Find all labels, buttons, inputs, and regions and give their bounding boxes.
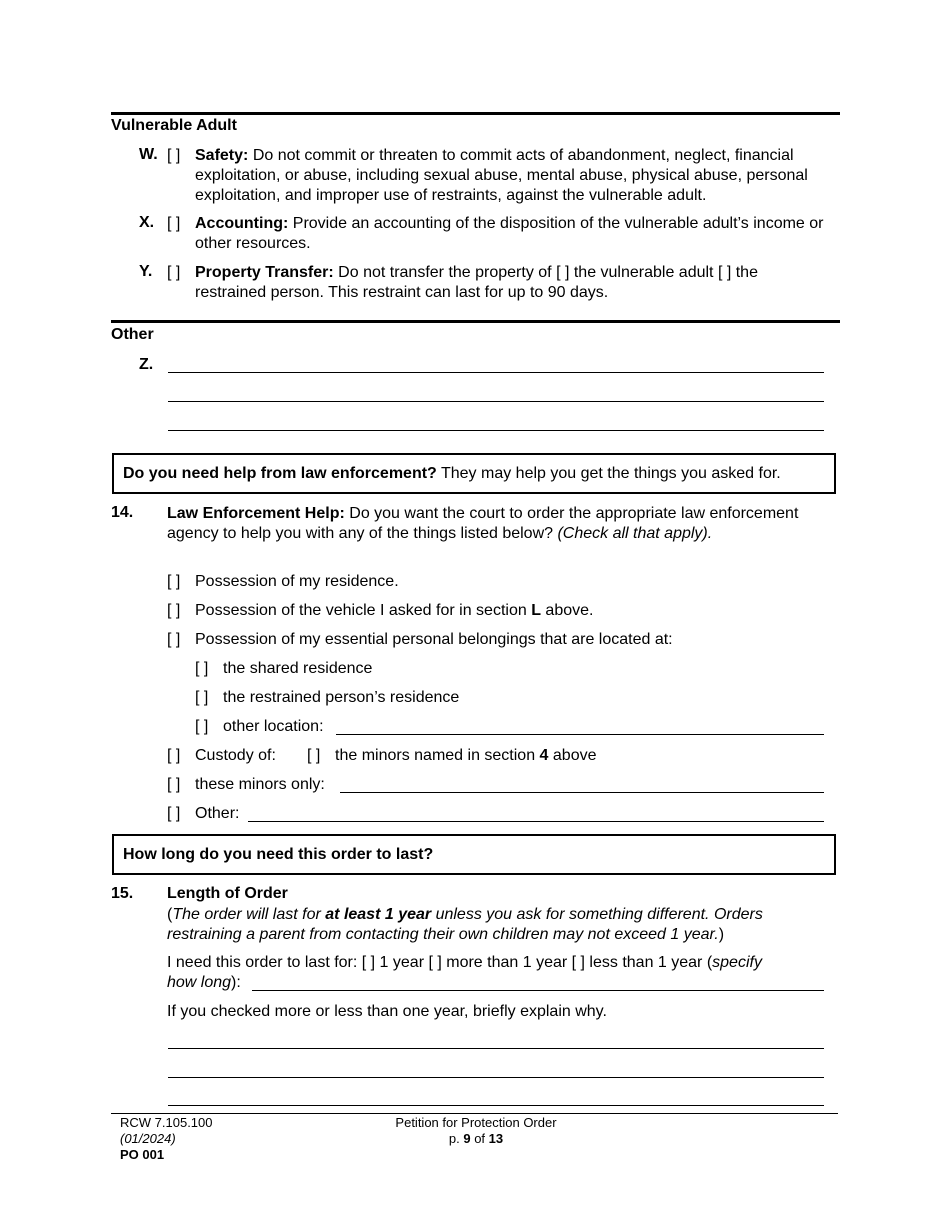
- note-italic: The order will last for: [172, 906, 326, 923]
- section-number: 15.: [111, 885, 134, 902]
- duration-how-long: how long: [167, 974, 232, 991]
- checkbox[interactable]: [ ]: [307, 747, 321, 764]
- item-title: Accounting:: [195, 215, 289, 232]
- item-letter: Z.: [139, 356, 154, 373]
- other-heading: Other: [111, 326, 154, 343]
- page-of: of: [470, 1131, 489, 1146]
- option-residence: [167, 572, 399, 592]
- item-letter: Y.: [139, 263, 153, 280]
- note-close: ): [718, 926, 725, 943]
- law-box-question: Do you need help from law enforcement?: [123, 465, 437, 482]
- other-line-3[interactable]: [168, 430, 824, 431]
- item-checkbox[interactable]: [ ]: [167, 264, 181, 281]
- note-italic: unless you ask for something different. Orders restraining a parent from contacting their own children may not exceed 1 year.: [167, 906, 763, 943]
- option-these-minors: [167, 775, 325, 795]
- footer-form: PO 001: [120, 1147, 165, 1162]
- page-number: 9: [463, 1131, 471, 1146]
- page-prefix: p.: [448, 1131, 464, 1146]
- option-label-end: above.: [540, 602, 594, 619]
- item-body: Provide an accounting of the disposition of the vulnerable adult’s income or other resources.: [195, 215, 824, 252]
- checkbox[interactable]: [ ]: [195, 718, 209, 735]
- checkbox[interactable]: [ ]: [167, 776, 181, 793]
- item-letter: W.: [139, 146, 158, 163]
- explain-line-2[interactable]: [168, 1077, 824, 1078]
- item-letter: X.: [139, 214, 155, 231]
- option-label: the restrained person’s residence: [223, 689, 460, 706]
- item-body: Do not transfer the property of [ ] the vulnerable adult [ ] the restrained person. This restraint can last for up to 90 days.: [195, 264, 758, 301]
- option-label: Possession of my essential personal belongings that are located at:: [195, 631, 673, 648]
- explain-line-3[interactable]: [168, 1105, 824, 1106]
- explain-line-1[interactable]: [168, 1048, 824, 1049]
- duration-options[interactable]: I need this order to last for: [ ] 1 year [ ] more than 1 year [ ] less than 1 year (: [167, 954, 713, 971]
- section14-intro: [167, 504, 807, 544]
- footer-divider: [111, 1113, 838, 1114]
- section14-italic: (Check all that apply).: [557, 525, 713, 542]
- footer-date: (01/2024): [120, 1131, 176, 1146]
- order-duration-line1: [167, 953, 762, 973]
- checkbox[interactable]: [ ]: [167, 602, 181, 619]
- item-checkbox[interactable]: [ ]: [167, 215, 181, 232]
- option-custody: [167, 746, 276, 766]
- option-label: the minors named in section: [335, 747, 540, 764]
- option-vehicle: [167, 601, 593, 621]
- length-box-question: How long do you need this order to last?: [123, 846, 434, 863]
- explain-prompt: If you checked more or less than one year, briefly explain why.: [167, 1003, 607, 1020]
- item-title: Property Transfer:: [195, 264, 334, 281]
- item-text: [195, 263, 815, 303]
- how-long-line[interactable]: [252, 990, 824, 991]
- section15-title: Length of Order: [167, 885, 288, 902]
- section-number: 14.: [111, 504, 134, 521]
- item-title: Safety:: [195, 147, 249, 164]
- footer-title: Petition for Protection Order: [395, 1115, 557, 1130]
- option-label: the shared residence: [223, 660, 373, 677]
- law-enforcement-box: [112, 453, 836, 494]
- footer-left: [120, 1115, 213, 1163]
- sub-option-other-location: [195, 717, 324, 737]
- option-belongings: [167, 630, 673, 650]
- footer-page: [366, 1131, 586, 1147]
- option-label-end: above: [548, 747, 597, 764]
- checkbox[interactable]: [ ]: [167, 747, 181, 764]
- option-label: these minors only:: [195, 776, 325, 793]
- option-label: Possession of my residence.: [195, 573, 399, 590]
- other-line-1[interactable]: [168, 372, 824, 373]
- page-total: 13: [488, 1131, 504, 1146]
- note-bold: at least 1 year: [325, 906, 432, 923]
- item-body: Do not commit or threaten to commit acts of abandonment, neglect, financial exploitation, or abuse, including sexual abuse, mental abuse, physical abuse, personal exploitation, and improper use of restraints, against the vulnerable adult.: [195, 147, 808, 204]
- other-location-line[interactable]: [336, 734, 824, 735]
- option-other: [167, 804, 239, 824]
- section-ref: L: [531, 602, 541, 619]
- section-ref: 4: [539, 747, 549, 764]
- checkbox[interactable]: [ ]: [167, 805, 181, 822]
- vulnerable-adult-heading: Vulnerable Adult: [111, 117, 237, 134]
- section14-text: Do you want the court to order the appropriate law enforcement agency to help you with any of the things listed below?: [167, 505, 799, 542]
- section-divider: [111, 320, 840, 323]
- section15-note: [167, 905, 817, 945]
- sub-option-shared: [195, 659, 372, 679]
- section-divider: [111, 112, 840, 115]
- sub-option-restrained: [195, 688, 459, 708]
- item-text: [195, 214, 840, 254]
- checkbox[interactable]: [ ]: [167, 631, 181, 648]
- footer-center: [366, 1115, 586, 1147]
- duration-specify: specify: [712, 954, 762, 971]
- footer-rcw: RCW 7.105.100: [120, 1115, 213, 1130]
- note-open: (: [167, 906, 173, 923]
- duration-close: ):: [231, 974, 241, 991]
- item-checkbox[interactable]: [ ]: [167, 147, 181, 164]
- order-length-box: [112, 834, 836, 875]
- section14-title: Law Enforcement Help:: [167, 505, 345, 522]
- option-label: Possession of the vehicle I asked for in section: [195, 602, 532, 619]
- these-minors-line[interactable]: [340, 792, 824, 793]
- checkbox[interactable]: [ ]: [195, 660, 209, 677]
- custody-minors-option: [307, 746, 597, 766]
- other-option-line[interactable]: [248, 821, 824, 822]
- option-label: Custody of:: [195, 747, 276, 764]
- option-label: other location:: [223, 718, 324, 735]
- order-duration-line2: [167, 973, 241, 993]
- item-text: [195, 146, 840, 206]
- checkbox[interactable]: [ ]: [167, 573, 181, 590]
- other-line-2[interactable]: [168, 401, 824, 402]
- checkbox[interactable]: [ ]: [195, 689, 209, 706]
- option-label: Other:: [195, 805, 240, 822]
- law-box-text: They may help you get the things you asked for.: [436, 465, 781, 482]
